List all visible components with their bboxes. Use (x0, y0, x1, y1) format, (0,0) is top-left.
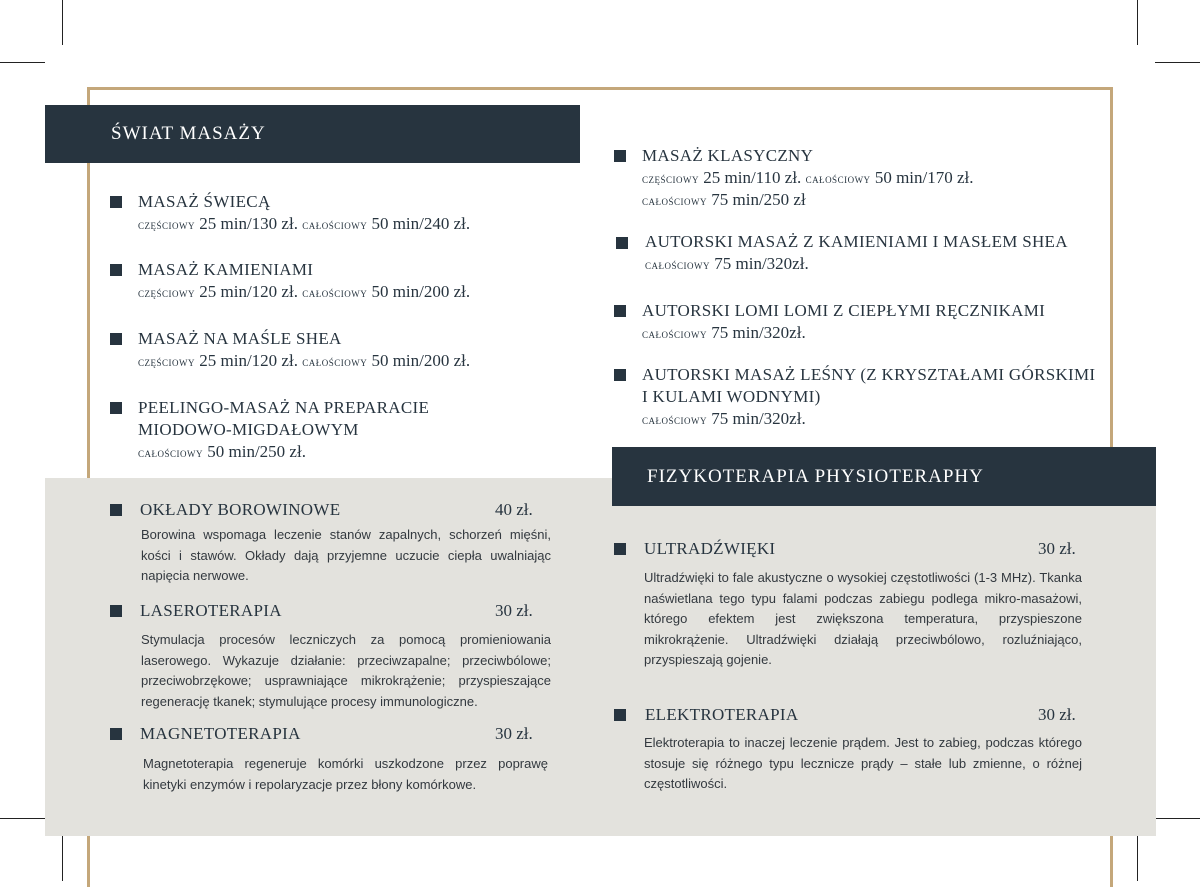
therapy-title: ULTRADŹWIĘKI (644, 539, 776, 558)
massage-prices: całościowy 50 min/250 zł. (138, 442, 306, 461)
bullet-square-icon (614, 543, 626, 555)
therapy-description: Stymulacja procesów leczniczych za pomocą promieniowania laserowego. Wykazuje działanie: przeciwzapalne; przeciwbólowe; przeciwobrzękowe; usprawniające mikrokrążenie; przyspieszające regenerację tkanek; stymulujące procesy immunologiczne. (141, 632, 551, 709)
crop-mark (1155, 62, 1200, 63)
massage-title: MASAŻ ŚWIECĄ (138, 192, 271, 211)
bullet-square-icon (110, 402, 122, 414)
bullet-square-icon (614, 369, 626, 381)
massage-prices: częściowy 25 min/110 zł. całościowy 50 min/170 zł. (642, 168, 974, 187)
massage-prices: częściowy 25 min/120 zł. całościowy 50 min/200 zł. (138, 351, 471, 370)
bullet-square-icon (614, 709, 626, 721)
bullet-square-icon (614, 305, 626, 317)
therapy-price: 30 zł. (495, 601, 533, 620)
massage-prices: całościowy 75 min/320zł. (645, 254, 809, 273)
massage-title-continued: I KULAMI WODNYMI) (642, 387, 821, 406)
massage-title: MASAŻ KAMIENIAMI (138, 260, 314, 279)
massage-prices: częściowy 25 min/130 zł. całościowy 50 min/240 zł. (138, 214, 471, 233)
massage-prices: całościowy 75 min/320zł. (642, 409, 806, 428)
therapy-title: OKŁADY BOROWINOWE (140, 500, 341, 519)
bullet-square-icon (110, 605, 122, 617)
therapy-price: 40 zł. (495, 500, 533, 519)
therapy-title: ELEKTROTERAPIA (645, 705, 799, 724)
massage-title: AUTORSKI MASAŻ LEŚNY (Z KRYSZTAŁAMI GÓRSKIMI (642, 365, 1096, 384)
therapy-description: Borowina wspomaga leczenie stanów zapalnych, schorzeń mięśni, kości i stawów. Okłady dają przyjemne uczucie ciepła uwalniając napięcia nerwowe. (141, 527, 551, 583)
massage-prices: częściowy 25 min/120 zł. całościowy 50 min/200 zł. (138, 282, 471, 301)
massage-title-continued: MIODOWO-MIGDAŁOWYM (138, 420, 359, 439)
crop-mark (0, 62, 45, 63)
therapy-title: LASEROTERAPIA (140, 601, 282, 620)
crop-mark (1137, 836, 1138, 881)
section-title: FIZYKOTERAPIA PHYSIOTERAPHY (647, 465, 984, 487)
bullet-square-icon (110, 504, 122, 516)
therapy-price: 30 zł. (495, 724, 533, 743)
therapy-title: MAGNETOTERAPIA (140, 724, 301, 743)
therapy-description: Magnetoterapia regeneruje komórki uszkodzone przez poprawę kinetyki enzymów i repolaryzacje przez błony komórkowe. (143, 756, 548, 792)
bullet-square-icon (110, 264, 122, 276)
crop-mark (0, 818, 45, 819)
therapy-description: Ultradźwięki to fale akustyczne o wysokiej częstotliwości (1-3 MHz). Tkanka naświetlana tego typu falami podczas zabiegu podlega mikro-masażowi, którego efektem jest zwiększona temperatura, przyspieszone mikrokrążenie. Ultradźwięki działają przeciwbólowo, rozluźniająco, przyspieszają gojenie. (644, 570, 1082, 667)
bullet-square-icon (110, 333, 122, 345)
massage-title: MASAŻ NA MAŚLE SHEA (138, 329, 342, 348)
therapy-price: 30 zł. (1038, 705, 1076, 724)
section-header-physiotherapy (612, 447, 1156, 506)
crop-mark (1155, 818, 1200, 819)
massage-title: AUTORSKI MASAŻ Z KAMIENIAMI I MASŁEM SHEA (645, 232, 1068, 251)
therapy-price: 30 zł. (1038, 539, 1076, 558)
bullet-square-icon (110, 728, 122, 740)
section-title: ŚWIAT MASAŻY (111, 123, 266, 144)
bullet-square-icon (614, 150, 626, 162)
crop-mark (62, 836, 63, 881)
massage-prices: całościowy 75 min/250 zł (642, 190, 806, 209)
bullet-square-icon (616, 237, 628, 249)
massage-title: AUTORSKI LOMI LOMI Z CIEPŁYMI RĘCZNIKAMI (642, 301, 1046, 320)
bullet-square-icon (110, 196, 122, 208)
crop-mark (62, 0, 63, 45)
therapy-description: Elektroterapia to inaczej leczenie prądem. Jest to zabieg, podczas którego stosuje się różnego typu lecznicze prądy – stałe lub zmienne, o różnej częstotliwości. (644, 735, 1082, 791)
massage-title: PEELINGO-MASAŻ NA PREPARACIE (138, 398, 430, 417)
massage-prices: całościowy 75 min/320zł. (642, 323, 806, 342)
section-header-massages (45, 105, 580, 163)
crop-mark (1137, 0, 1138, 45)
massage-title: MASAŻ KLASYCZNY (642, 146, 814, 165)
